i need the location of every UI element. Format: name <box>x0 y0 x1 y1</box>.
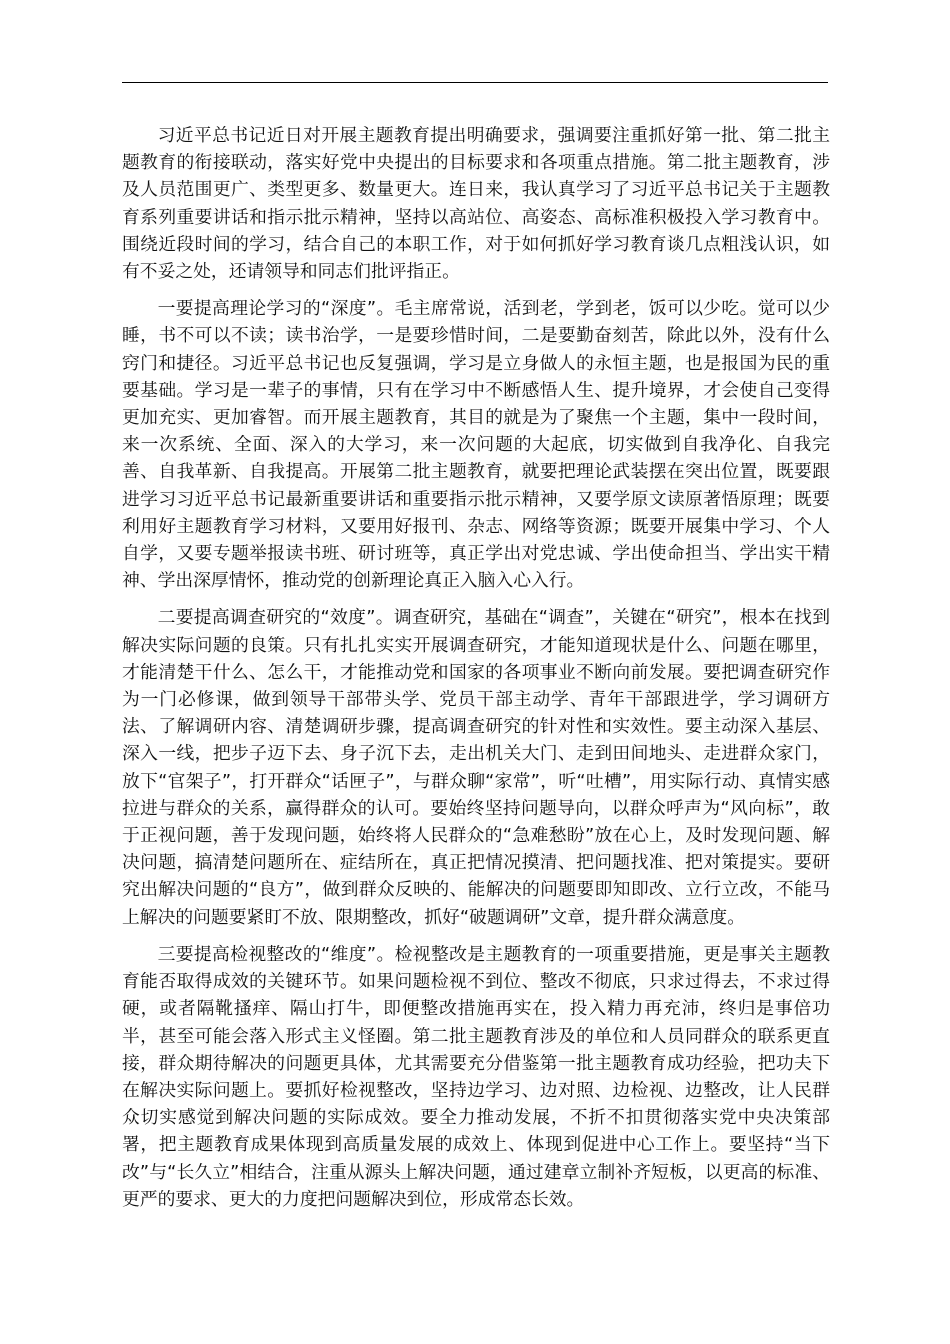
paragraph-intro-text: 习近平总书记近日对开展主题教育提出明确要求，强调要注重抓好第一批、第二批主题教育的衔接联动，落实好党中央提出的目标要求和各项重点措施。第二批主题教育，涉及人员范围更广、类型更多、数量更大。连日来，我认真学习了习近平总书记关于主题教育系列重要讲话和指示批示精神，坚持以高站位、高姿态、高标准积极投入学习教育中。围绕近段时间的学习，结合自己的本职工作，对于如何抓好学习教育谈几点粗浅认识，如有不妥之处，还请领导和同志们批评指正。 <box>122 125 830 283</box>
paragraph-lead: 二要提高调查研究的 <box>157 607 321 629</box>
paragraph-lead: 三要提高检视整改的 <box>157 943 321 965</box>
paragraph-keyword: “维度” <box>321 943 377 965</box>
paragraph-lead: 一要提高理论学习的 <box>157 298 321 320</box>
paragraph-text: 。检视整改是主题教育的一项重要措施，更是事关主题教育能否取得成效的关键环节。如果问题检视不到位、整改不彻底，只求过得去，不求过得硬，或者隔靴搔痒、隔山打牛，即便整改措施再实在，投入精力再充沛，终归是事倍功半，甚至可能会落入形式主义怪圈。第二批主题教育涉及的单位和人员同群众的联系更直接，群众期待解决的问题更具体，尤其需要充分借鉴第一批主题教育成功经验，把功夫下在解决实际问题上。要抓好检视整改，坚持边学习、边对照、边检视、边整改，让人民群众切实感觉到解决问题的实际成效。要全力推动发展，不折不扣贯彻落实党中央决策部署，把主题教育成果体现到高质量发展的成效上、体现到促进中心工作上。要坚持“当下改”与“长久立”相结合，注重从源头上解决问题，通过建章立制补齐短板，以更高的标准、更严的要求、更大的力度把问题解决到位，形成常态长效。 <box>122 943 830 1210</box>
paragraph-keyword: “效度” <box>320 607 376 629</box>
paragraph-text: 。调查研究，基础在“调查”，关键在“研究”，根本在找到解决实际问题的良策。只有扎扎实实开展调查研究，才能知道现状是什么、问题在哪里，才能清楚干什么、怎么干，才能推动党和国家的各项事业不断向前发展。要把调查研究作为一门必修课，做到领导干部带头学、党员干部主动学、青年干部跟进学，学习调研方法、了解调研内容、清楚调研步骤，提高调查研究的针对性和实效性。要主动深入基层、深入一线，把步子迈下去、身子沉下去，走出机关大门、走到田间地头、走进群众家门，放下“官架子”，打开群众“话匣子”，与群众聊“家常”，听“吐槽”，用实际行动、真情实感拉进与群众的关系，赢得群众的认可。要始终坚持问题导向，以群众呼声为“风向标”，敢于正视问题，善于发现问题，始终将人民群众的“急难愁盼”放在心上，及时发现问题、解决问题，搞清楚问题所在、症结所在，真正把情况摸清、把问题找准、把对策提实。要研究出解决问题的“良方”，做到群众反映的、能解决的问题要即知即改、立行立改，不能马上解决的问题要紧盯不放、限期整改，抓好“破题调研”文章，提升群众满意度。 <box>122 607 830 928</box>
header-rule <box>122 82 828 83</box>
paragraph-keyword: “深度” <box>321 298 377 320</box>
paragraph-theory-study <box>122 295 830 594</box>
paragraph-text: 。毛主席常说，活到老，学到老，饭可以少吃。觉可以少睡，书不可以不读；读书治学，一是要珍惜时间，二是要勤奋刻苦，除此以外，没有什么窍门和捷径。习近平总书记也反复强调，学习是立身做人的永恒主题，也是报国为民的重要基础。学习是一辈子的事情，只有在学习中不断感悟人生、提升境界，才会使自己变得更加充实、更加睿智。而开展主题教育，其目的就是为了聚焦一个主题，集中一段时间，来一次系统、全面、深入的大学习，来一次问题的大起底，切实做到自我净化、自我完善、自我革新、自我提高。开展第二批主题教育，就要把理论武装摆在突出位置，既要跟进学习习近平总书记最新重要讲话和重要指示批示精神，又要学原文读原著悟原理；既要利用好主题教育学习材料，又要用好报刊、杂志、网络等资源；既要开展集中学习、个人自学，又要专题举报读书班、研讨班等，真正学出对党忠诚、学出使命担当、学出实干精神、学出深厚情怀，推动党的创新理论真正入脑入心入行。 <box>122 298 830 592</box>
paragraph-rectification <box>122 941 830 1213</box>
paragraph-research <box>122 604 830 930</box>
paragraph-intro <box>122 122 830 285</box>
document-body <box>122 122 830 1223</box>
